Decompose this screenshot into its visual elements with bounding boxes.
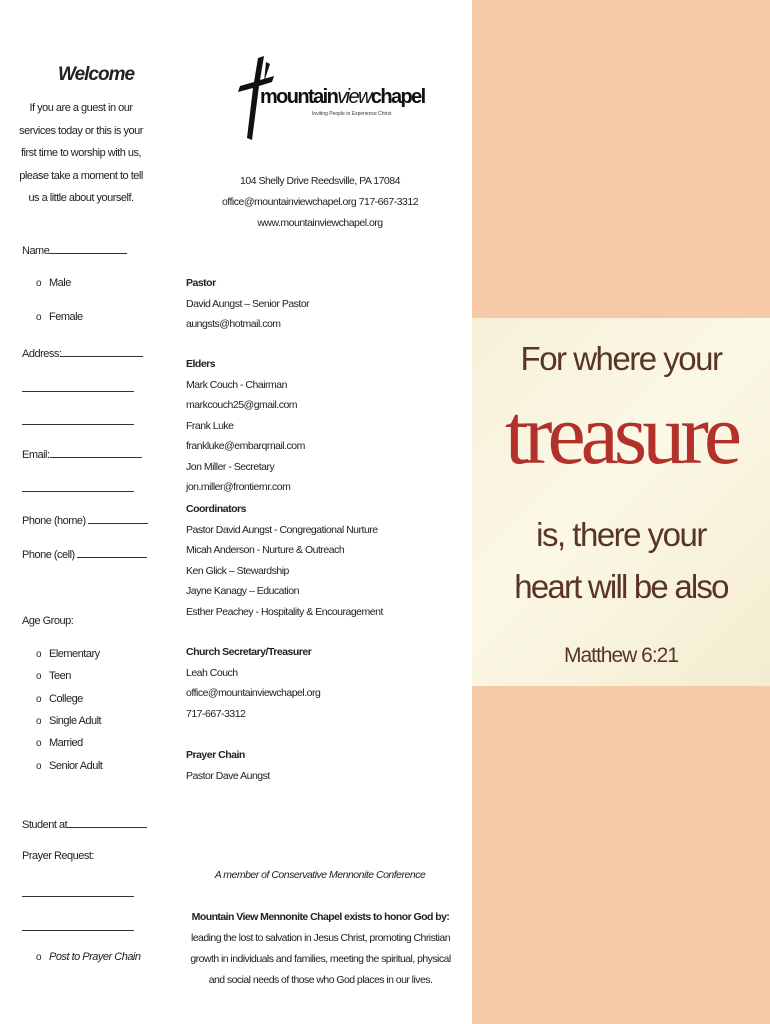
name-field[interactable] bbox=[22, 243, 127, 257]
verse-treasure: treasure bbox=[504, 386, 738, 482]
verse-line-1: For where your bbox=[520, 340, 722, 377]
pastor-heading: Pastor bbox=[186, 277, 216, 289]
age-option-label: Single Adult bbox=[49, 715, 102, 727]
verse-image bbox=[472, 318, 770, 686]
church-email-phone[interactable]: office@mountainviewchapel.org 717-667-3312 bbox=[221, 196, 419, 208]
secretary-line[interactable]: office@mountainviewchapel.org bbox=[186, 687, 321, 699]
radio-bullet-icon: o bbox=[36, 694, 42, 705]
pastor-section bbox=[186, 273, 309, 335]
email-label: Email: bbox=[22, 449, 50, 461]
male-option[interactable] bbox=[36, 277, 71, 289]
age-group-label: Age Group: bbox=[22, 615, 74, 627]
age-option-teen[interactable] bbox=[36, 670, 71, 682]
coordinators-section bbox=[186, 499, 383, 622]
pastor-name: David Aungst – Senior Pastor bbox=[186, 297, 310, 310]
radio-bullet-icon: o bbox=[36, 738, 42, 749]
radio-bullet-icon: o bbox=[36, 952, 42, 963]
pastor-email[interactable]: aungsts@hotmail.com bbox=[186, 318, 281, 330]
radio-bullet-icon: o bbox=[36, 716, 42, 727]
age-option-label: College bbox=[49, 693, 83, 705]
coordinator-line: Pastor David Aungst - Congregational Nurture bbox=[186, 523, 378, 536]
student-label: Student at bbox=[22, 819, 68, 831]
female-option[interactable] bbox=[36, 311, 83, 323]
secretary-line: Leah Couch bbox=[186, 666, 238, 679]
address-line-2[interactable] bbox=[22, 381, 134, 395]
elder-line: Frank Luke bbox=[186, 419, 234, 432]
coordinators-heading: Coordinators bbox=[186, 503, 246, 515]
coordinator-line: Ken Glick – Stewardship bbox=[186, 564, 289, 577]
welcome-text: If you are a guest in our services today or this is your first time to worship with us, please take a moment to tell us a little about yourself. bbox=[19, 102, 143, 204]
prayer-request-label: Prayer Request: bbox=[22, 850, 94, 862]
prayer-request-line-2[interactable] bbox=[22, 920, 134, 934]
elders-heading: Elders bbox=[186, 358, 216, 370]
age-option-label: Senior Adult bbox=[49, 760, 103, 772]
elder-line[interactable]: jon.miller@frontiernr.com bbox=[186, 481, 291, 493]
post-to-prayer-chain-option[interactable] bbox=[36, 951, 141, 963]
elders-section bbox=[186, 354, 305, 498]
radio-bullet-icon: o bbox=[36, 761, 42, 772]
address-line-3[interactable] bbox=[22, 414, 134, 428]
prayer-request-line-1[interactable] bbox=[22, 886, 134, 900]
radio-bullet-icon: o bbox=[36, 312, 42, 323]
male-label: Male bbox=[49, 277, 71, 289]
phone-cell-label: Phone (cell) bbox=[22, 549, 75, 561]
secretary-line: 717-667-3312 bbox=[186, 707, 246, 720]
email-field[interactable] bbox=[22, 447, 142, 461]
prayer-chain-heading: Prayer Chain bbox=[186, 749, 245, 761]
prayer-chain-line: Pastor Dave Aungst bbox=[186, 769, 270, 782]
verse-reference: Matthew 6:21 bbox=[563, 644, 679, 667]
address-label: Address: bbox=[22, 348, 62, 360]
student-field[interactable] bbox=[22, 817, 147, 831]
contact-block bbox=[190, 171, 450, 234]
age-option-elementary[interactable] bbox=[36, 648, 100, 660]
age-option-senior-adult[interactable] bbox=[36, 760, 102, 772]
church-website[interactable]: www.mountainviewchapel.org bbox=[257, 217, 383, 229]
age-option-label: Teen bbox=[49, 670, 71, 682]
radio-bullet-icon: o bbox=[36, 649, 42, 660]
post-option-label: Post to Prayer Chain bbox=[49, 951, 141, 963]
elder-line: Jon Miller - Secretary bbox=[186, 460, 275, 473]
mission-statement bbox=[183, 907, 458, 991]
age-option-label: Married bbox=[49, 737, 83, 749]
age-option-married[interactable] bbox=[36, 737, 83, 749]
elder-line[interactable]: frankluke@embarqmail.com bbox=[186, 440, 305, 452]
conference-membership: A member of Conservative Mennonite Conference bbox=[214, 869, 426, 881]
mission-heading: Mountain View Mennonite Chapel exists to honor God by: bbox=[191, 911, 450, 923]
phone-home-field[interactable] bbox=[22, 513, 148, 527]
coordinator-line: Jayne Kanagy – Education bbox=[186, 585, 299, 597]
name-label: Name bbox=[22, 245, 50, 257]
age-option-label: Elementary bbox=[49, 648, 100, 660]
verse-line-3: is, there your bbox=[536, 516, 706, 553]
age-option-college[interactable] bbox=[36, 693, 83, 705]
verse-line-4: heart will be also bbox=[514, 568, 728, 605]
radio-bullet-icon: o bbox=[36, 671, 42, 682]
elder-line: Mark Couch - Chairman bbox=[186, 378, 287, 391]
secretary-heading: Church Secretary/Treasurer bbox=[186, 646, 312, 658]
age-option-single-adult[interactable] bbox=[36, 715, 101, 727]
coordinator-line: Esther Peachey - Hospitality & Encouragement bbox=[186, 605, 383, 618]
address-field[interactable] bbox=[22, 346, 143, 360]
phone-home-label: Phone (home) bbox=[22, 515, 86, 527]
secretary-section bbox=[186, 642, 320, 724]
logo-tagline: Inviting People to Experience Christ bbox=[312, 111, 392, 117]
mission-text: leading the lost to salvation in Jesus Christ, promoting Christian growth in individuals and families, meeting the spiritual, physical and social needs of those who God places in our lives. bbox=[190, 932, 451, 986]
prayer-chain-section bbox=[186, 745, 270, 786]
phone-cell-field[interactable] bbox=[22, 547, 147, 561]
church-address: 104 Shelly Drive Reedsville, PA 17084 bbox=[240, 175, 400, 187]
email-line-2[interactable] bbox=[22, 481, 134, 495]
welcome-title: Welcome bbox=[58, 64, 135, 85]
logo-wordmark: mountainviewchapel bbox=[260, 86, 425, 108]
church-logo bbox=[230, 52, 425, 142]
coordinator-line: Micah Anderson - Nurture & Outreach bbox=[186, 544, 345, 556]
female-label: Female bbox=[49, 311, 83, 323]
radio-bullet-icon: o bbox=[36, 278, 42, 289]
elder-line[interactable]: markcouch25@gmail.com bbox=[186, 399, 298, 411]
